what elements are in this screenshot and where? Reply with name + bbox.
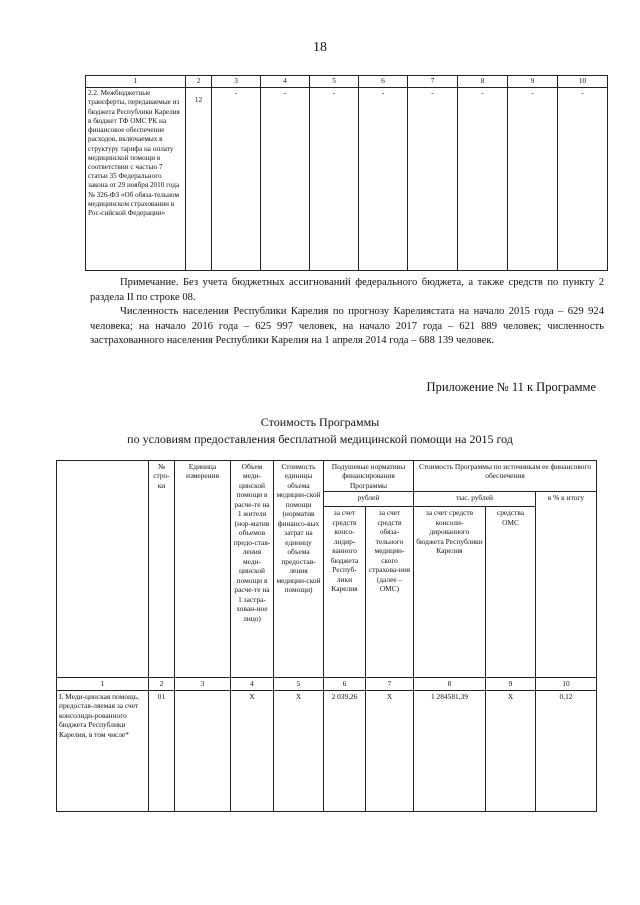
column-number: 6: [359, 76, 408, 88]
table-cell: 1 284581,39: [414, 690, 486, 811]
header-thousand-rubles: тыс. рублей: [414, 492, 536, 507]
table-cell: -: [212, 88, 261, 271]
table-cell: -: [310, 88, 359, 271]
column-number: 2: [149, 678, 175, 690]
document-subtitle: по условиям предоставления бесплатной медицинской помощи на 2015 год: [127, 432, 513, 446]
header-budget-thousands: за счет средств консоли-дированного бюджета Республики Карелия: [414, 507, 486, 678]
header-unit-cost: Стоимость единицы объема медицин-ской помощи (норматив финансо-вых затрат на единицу объема предостав-ления медицин-ской помощи): [274, 461, 324, 678]
column-number: 7: [408, 76, 458, 88]
table-cell: Х: [486, 690, 536, 811]
header-funding-sources: Стоимость Программы по источникам ее финансового обеспечения: [414, 461, 597, 492]
header-volume: Объем меди-цинской помощи в расче-те на 1 жителя (нор-матив объемов предо-став-ления меди-цинской помощи в расче-те на 1 застра-хован-ное лицо): [231, 461, 274, 678]
table-cell: 2 039,26: [324, 690, 366, 811]
table-cell: -: [359, 88, 408, 271]
column-number: 5: [274, 678, 324, 690]
population-paragraph: Численность населения Республики Карелия по прогнозу Карелиястата на начало 2015 года – 629 924 человека; на начало 2016 года – 625 997 человек, на начало 2017 года – 621 889 человек; численность застрахованного населения Республики Карелия на 1 апреля 2014 года – 688 139 человек.: [90, 306, 604, 347]
note-block: [90, 276, 604, 349]
document-title: Стоимость Программы: [260, 415, 380, 429]
header-row-number: № стро-ки: [149, 461, 175, 678]
row-label: I. Меди-цинская помощь, предостав-ляемая за счет консолиди-рованного бюджета Республики Карелия, в том числе*: [57, 690, 149, 811]
column-number: 6: [324, 678, 366, 690]
header-unit: Единица измерения: [175, 461, 231, 678]
table-row: [57, 690, 597, 811]
column-number: 2: [186, 76, 212, 88]
table-cell: [175, 690, 231, 811]
column-number: 1: [86, 76, 186, 88]
column-number: 1: [57, 678, 149, 690]
table-cell: 0,12: [536, 690, 597, 811]
column-number: 10: [536, 678, 597, 690]
table-cell: -: [408, 88, 458, 271]
table-header-row: [86, 76, 608, 88]
header-percent: в % к итогу: [536, 492, 597, 678]
header-oms: за счет средств обяза-тельного медицин-ского страхова-ния (далее – ОМС): [366, 507, 414, 678]
table-cell: -: [508, 88, 558, 271]
column-number: 3: [212, 76, 261, 88]
header-budget: за счет средств консо-лидир-ванного бюджета Респуб-лики Карелия: [324, 507, 366, 678]
row-number: 12: [186, 88, 212, 271]
header-rubles: рублей: [324, 492, 414, 507]
column-number: 3: [175, 678, 231, 690]
table-row: [86, 88, 608, 271]
program-cost-table: [56, 460, 597, 812]
header-oms-thousands: средства ОМС: [486, 507, 536, 678]
header-cell: [57, 461, 149, 678]
column-number: 8: [414, 678, 486, 690]
table-cell: -: [261, 88, 310, 271]
table-cell: -: [558, 88, 608, 271]
budget-transfers-table: [85, 75, 608, 271]
column-number: 4: [231, 678, 274, 690]
column-number: 10: [558, 76, 608, 88]
table-cell: Х: [274, 690, 324, 811]
row-label: 2.2. Межбюджетные трансферты, передаваемые из бюджета Республики Карелия в бюджет ТФ ОМС РК на финансовое обеспечение расходов, включаемых в структуру тарифа на оплату медицинской помощи в соответствии с частью 7 статьи 35 Федерального закона от 29 ноября 2010 года № 326-ФЗ «Об обяза-тельном медицинском страховании в Рос-сийской Федерации»: [86, 88, 186, 271]
table-cell: Х: [366, 690, 414, 811]
table-cell: Х: [231, 690, 274, 811]
page-number: 18: [313, 40, 327, 55]
table-cell: -: [458, 88, 508, 271]
column-number-row: [57, 678, 597, 690]
column-number: 4: [261, 76, 310, 88]
table-header-row: [57, 461, 597, 492]
appendix-heading: Приложение № 11 к Программе: [426, 380, 596, 394]
column-number: 5: [310, 76, 359, 88]
column-number: 9: [486, 678, 536, 690]
column-number: 7: [366, 678, 414, 690]
column-number: 9: [508, 76, 558, 88]
column-number: 8: [458, 76, 508, 88]
header-per-capita: Подушевые нормативы финансирования Программы: [324, 461, 414, 492]
row-number: 01: [149, 690, 175, 811]
note-paragraph: Примечание. Без учета бюджетных ассигнований федерального бюджета, а также средств по пункту 2 раздела II по строке 08.: [90, 277, 604, 303]
